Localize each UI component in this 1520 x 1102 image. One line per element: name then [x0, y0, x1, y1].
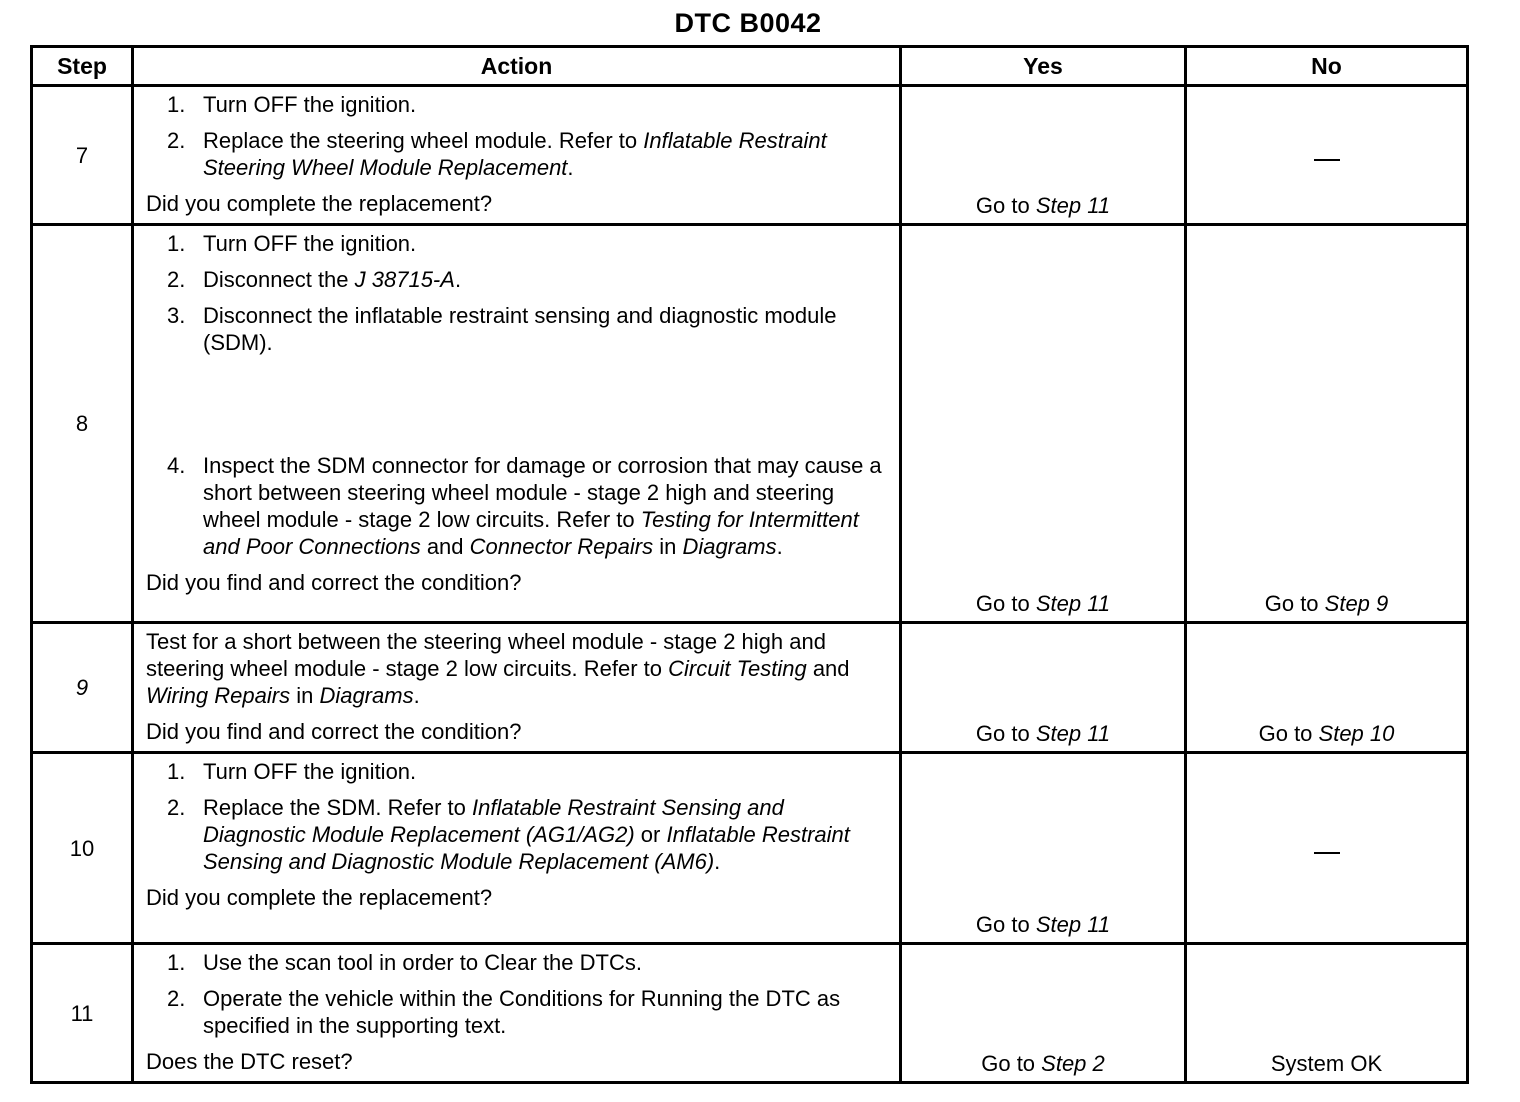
list-item: 2. Replace the steering wheel module. Refer to Inflatable Restraint Steering Wheel Module Replacement. [167, 128, 827, 180]
yes-cell: Go to Step 11 [901, 753, 1186, 944]
yes-cell: Go to Step 11 [901, 86, 1186, 225]
action-list [146, 949, 891, 1039]
dtc-table [30, 45, 1469, 1084]
action-paragraph: Test for a short between the steering wheel module - stage 2 high and steering wheel module - stage 2 low circuits. Refer to Circuit Testing and Wiring Repairs in Diagrams. [146, 629, 850, 708]
list-item: 1. Turn OFF the ignition. [167, 92, 417, 117]
question-text: Does the DTC reset? [146, 1049, 353, 1074]
yes-cell: Go to Step 2 [901, 944, 1186, 1083]
action-cell [133, 225, 901, 623]
list-item: 1. Turn OFF the ignition. [167, 231, 417, 256]
no-cell: Go to Step 10 [1186, 623, 1468, 753]
header-step: Step [32, 47, 133, 86]
list-item: 2. Disconnect the J 38715-A. [167, 267, 462, 292]
table-row-step-9 [32, 623, 1468, 753]
action-list [146, 758, 891, 875]
question-text: Did you complete the replacement? [146, 191, 493, 216]
no-cell: System OK [1186, 944, 1468, 1083]
table-row-step-8 [32, 225, 1468, 623]
action-cell [133, 753, 901, 944]
reference-link: Diagrams [682, 534, 777, 559]
action-list [146, 91, 891, 181]
no-cell: Go to Step 9 [1186, 225, 1468, 623]
list-item: 4. Inspect the SDM connector for damage or corrosion that may cause a short between steering wheel module - stage 2 high and steering wheel module - stage 2 low circuits. Refer to Testing for Intermittent and Poor Connections and Connector Repairs in Diagrams. [167, 453, 882, 559]
question-text: Did you find and correct the condition? [146, 570, 522, 595]
yes-cell: Go to Step 11 [901, 225, 1186, 623]
reference-link: Connector Repairs [469, 534, 654, 559]
step-number: 11 [32, 944, 133, 1083]
reference-link: Inflatable Restraint Steering Wheel Module Replacement [203, 128, 827, 180]
table-row-step-7 [32, 86, 1468, 225]
step-number: 8 [32, 225, 133, 623]
question-text: Did you find and correct the condition? [146, 719, 522, 744]
list-item: 1. Turn OFF the ignition. [167, 759, 417, 784]
step-number: 10 [32, 753, 133, 944]
yes-cell: Go to Step 11 [901, 623, 1186, 753]
no-cell [1186, 753, 1468, 944]
header-no: No [1186, 47, 1468, 86]
list-item: 2. Replace the SDM. Refer to Inflatable Restraint Sensing and Diagnostic Module Replacement (AG1/AG2) or Inflatable Restraint Sensing and Diagnostic Module Replacement (AM6). [167, 795, 850, 874]
action-cell [133, 944, 901, 1083]
header-yes: Yes [901, 47, 1186, 86]
table-row-step-10 [32, 753, 1468, 944]
document-title: DTC B0042 [674, 8, 822, 38]
reference-link: Inflatable Restraint Sensing and Diagnostic Module Replacement (AG1/AG2) [203, 795, 784, 847]
reference-link: Inflatable Restraint Sensing and Diagnostic Module Replacement (AM6) [203, 822, 850, 874]
action-cell [133, 86, 901, 225]
spacer [146, 365, 891, 443]
list-item: 3. Disconnect the inflatable restraint sensing and diagnostic module (SDM). [167, 303, 837, 355]
dash-mark [1314, 159, 1340, 161]
action-list [146, 230, 891, 560]
list-item: 2. Operate the vehicle within the Conditions for Running the DTC as specified in the supporting text. [167, 986, 841, 1038]
reference-link: Circuit Testing [668, 656, 807, 681]
step-number: 7 [32, 86, 133, 225]
reference-link: Testing for Intermittent and Poor Connections [203, 507, 859, 559]
reference-link: Wiring Repairs [146, 683, 291, 708]
step-number: 9 [32, 623, 133, 753]
list-item: 1. Use the scan tool in order to Clear the DTCs. [167, 950, 642, 975]
reference-link: Diagrams [319, 683, 414, 708]
question-text: Did you complete the replacement? [146, 885, 493, 910]
reference-link: J 38715-A [354, 267, 455, 292]
no-cell [1186, 86, 1468, 225]
action-cell [133, 623, 901, 753]
dash-mark [1314, 852, 1340, 854]
header-row [32, 47, 1468, 86]
header-action: Action [133, 47, 901, 86]
table-row-step-11 [32, 944, 1468, 1083]
